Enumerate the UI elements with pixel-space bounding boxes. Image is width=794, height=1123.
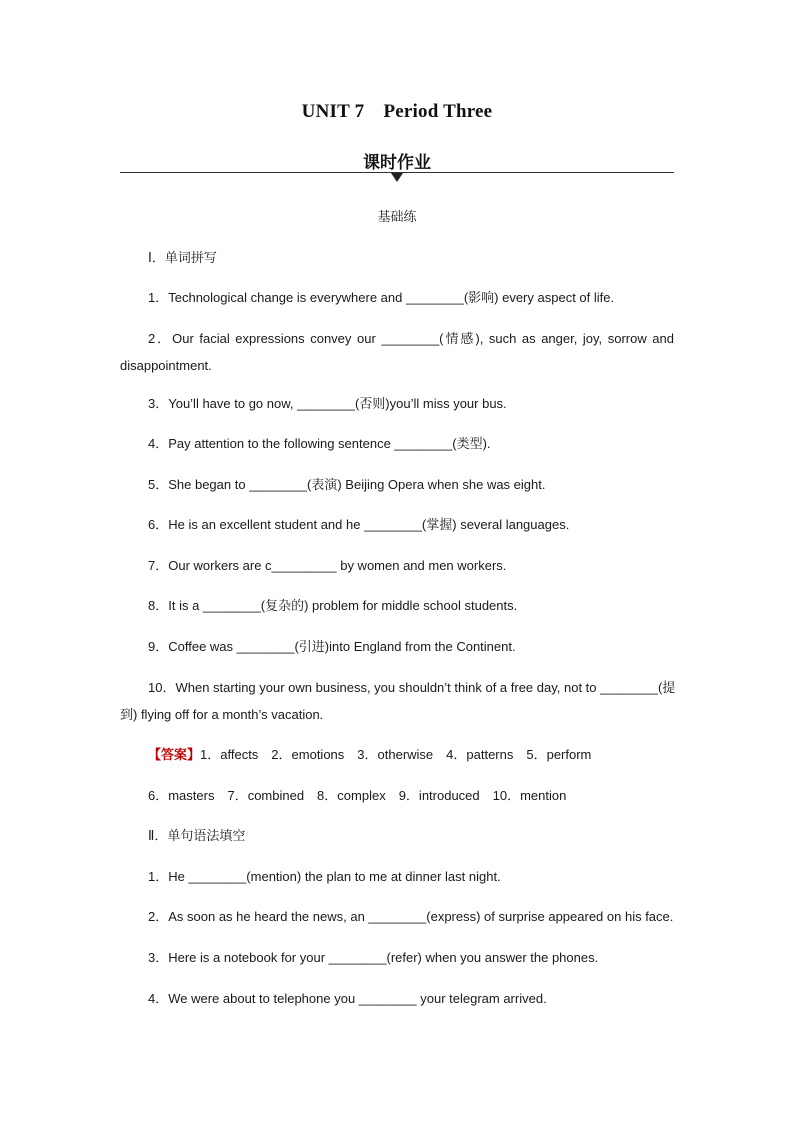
answer-text-1: 1．affects 2．emotions 3．otherwise 4．patterns 5．perform xyxy=(200,747,592,762)
part1-item-5: 5．She began to ________(表演) Beijing Opera when she was eight. xyxy=(148,477,546,492)
answer-tag: 【答案】 xyxy=(148,747,201,762)
section-heading: 基础练 xyxy=(377,209,417,224)
part1-item-2-cont: disappointment. xyxy=(120,358,212,373)
part2-item-1: 1．He ________(mention) the plan to me at dinner last night. xyxy=(148,869,501,884)
part1-item-8: 8．It is a ________(复杂的) problem for middle school students. xyxy=(148,598,518,613)
part2-item-4: 4．We were about to telephone you ________ your telegram arrived. xyxy=(148,991,547,1006)
part1-item-6: 6．He is an excellent student and he ________(掌握) several languages. xyxy=(148,517,570,532)
answer-line-2: 6．masters 7．combined 8．complex 9．introduced 10．mention xyxy=(148,788,567,803)
part1-item-1: 1．Technological change is everywhere and ________(影响) every aspect of life. xyxy=(148,290,615,305)
part2-heading: Ⅱ．单句语法填空 xyxy=(148,828,246,843)
part1-item-10: 10．When starting your own business, you shouldn’t think of a free day, not to ________(提 xyxy=(148,680,676,695)
triangle-marker-icon xyxy=(391,173,403,182)
page-title: UNIT 7 Period Three xyxy=(301,101,493,122)
part2-item-2: 2．As soon as he heard the news, an ________(express) of surprise appeared on his face. xyxy=(148,909,674,924)
part2-item-3: 3．Here is a notebook for your ________(refer) when you answer the phones. xyxy=(148,950,599,965)
part1-item-3: 3．You’ll have to go now, ________(否则)you’ll miss your bus. xyxy=(148,396,507,411)
page-subtitle: 课时作业 xyxy=(363,153,431,173)
answer-line-1 xyxy=(120,741,674,769)
part1-item-7: 7．Our workers are c_________ by women and men workers. xyxy=(148,558,507,573)
part1-item-4: 4．Pay attention to the following sentence ________(类型). xyxy=(148,436,491,451)
part1-item-9: 9．Coffee was ________(引进)into England from the Continent. xyxy=(148,639,516,654)
part1-item-2: 2．Our facial expressions convey our ________(情感), such as anger, joy, sorrow and xyxy=(148,331,674,346)
part1-item-10-cont: 到) flying off for a month’s vacation. xyxy=(120,707,324,722)
part1-heading: Ⅰ．单词拼写 xyxy=(148,250,217,265)
